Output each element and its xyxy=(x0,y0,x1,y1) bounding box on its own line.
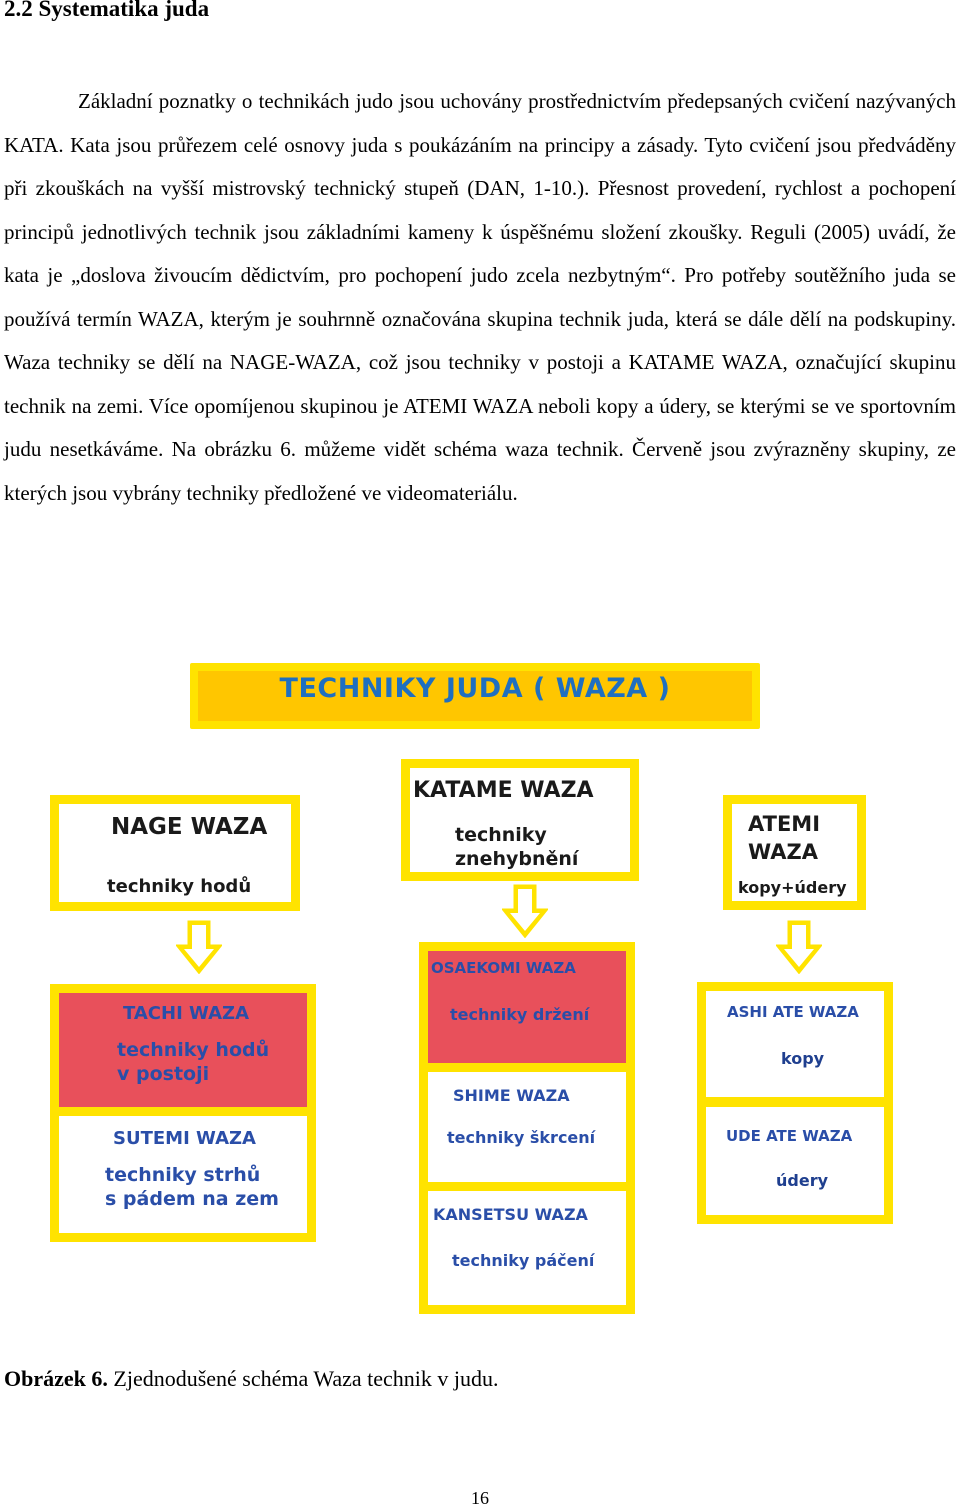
figure-caption-text: Zjednodušené schéma Waza technik v judu. xyxy=(107,1366,499,1391)
kansetsu-waza-cell xyxy=(428,1191,626,1305)
nage-waza-title: NAGE WAZA xyxy=(111,814,268,840)
nage-waza-sub: techniky hodů xyxy=(107,876,252,897)
ashi-ate-waza-sub: kopy xyxy=(781,1049,825,1068)
katame-waza-sub2: znehybnění xyxy=(455,848,579,870)
atemi-waza-group xyxy=(697,982,893,1224)
katame-waza-sub1: techniky xyxy=(455,824,547,846)
nage-waza-box xyxy=(50,795,300,911)
katame-waza-box xyxy=(401,759,639,881)
diagram-title-banner xyxy=(190,663,760,729)
ude-ate-waza-sub: údery xyxy=(776,1171,829,1190)
osaekomi-waza-sub: techniky držení xyxy=(450,1005,590,1024)
osaekomi-waza-title: OSAEKOMI WAZA xyxy=(431,959,576,977)
ude-ate-waza-cell xyxy=(706,1107,884,1215)
tachi-waza-sub2: v postoji xyxy=(117,1063,210,1085)
kansetsu-waza-sub: techniky páčení xyxy=(452,1251,595,1270)
tachi-waza-sub1: techniky hodů xyxy=(117,1039,270,1061)
arrow-down-icon xyxy=(502,884,548,938)
sutemi-waza-title: SUTEMI WAZA xyxy=(113,1128,256,1149)
katame-waza-group xyxy=(419,942,635,1314)
ashi-ate-waza-cell xyxy=(706,991,884,1097)
sutemi-waza-sub2: s pádem na zem xyxy=(105,1188,279,1210)
sutemi-waza-sub1: techniky strhů xyxy=(105,1164,261,1186)
ashi-ate-waza-title: ASHI ATE WAZA xyxy=(727,1003,859,1021)
shime-waza-cell xyxy=(428,1072,626,1182)
atemi-waza-title2: WAZA xyxy=(748,840,818,864)
tachi-waza-title: TACHI WAZA xyxy=(123,1003,250,1024)
shime-waza-title: SHIME WAZA xyxy=(453,1086,570,1105)
section-heading: 2.2 Systematika juda xyxy=(4,0,210,21)
osaekomi-waza-cell xyxy=(428,951,626,1063)
ude-ate-waza-title: UDE ATE WAZA xyxy=(726,1127,853,1145)
figure-caption-label: Obrázek 6. xyxy=(4,1366,108,1391)
page-number: 16 xyxy=(471,1488,489,1508)
nage-waza-group xyxy=(50,984,316,1242)
tachi-waza-cell xyxy=(59,993,307,1107)
diagram-title: TECHNIKY JUDA ( WAZA ) xyxy=(279,673,671,704)
sutemi-waza-cell xyxy=(59,1116,307,1233)
kansetsu-waza-title: KANSETSU WAZA xyxy=(433,1205,588,1224)
atemi-waza-box xyxy=(723,795,866,910)
atemi-waza-title1: ATEMI xyxy=(748,812,821,836)
figure-caption xyxy=(4,1366,499,1392)
arrow-down-icon xyxy=(776,920,822,974)
body-paragraph-text: Základní poznatky o technikách judo jsou uchovány prostřednictvím předepsaných cvičení nazývaných KATA. Kata jsou průřezem celé osnovy juda s poukázáním na principy a zásady. Tyto cvičení jsou předváděny při zkouškách na vyšší mistrovský technický stupeň (DAN, 1-10.). Přesnost provedení, rychlost a pochopení principů jednotlivých technik jsou základními kameny k úspěšnému složení zkoušky. Reguli (2005) uvádí, že kata je „doslova živoucím dědictvím, pro pochopení judo zcela nezbytným“. Pro potřeby soutěžního juda se používá termín WAZA, kterým je souhrnně označována skupina technik juda, která se dále dělí na podskupiny. Waza techniky se dělí na NAGE-WAZA, což jsou techniky v postoji a KATAME WAZA, označující skupinu technik na zemi. Více opomíjenou skupinou je ATEMI WAZA neboli kopy a údery, se kterými se ve sportovním judu nesetkáváme. Na obrázku 6. můžeme vidět schéma waza technik. Červeně jsou zvýrazněny skupiny, ze kterých jsou vybrány techniky předložené ve videomateriálu. xyxy=(4,89,956,505)
katame-waza-title: KATAME WAZA xyxy=(413,778,594,803)
arrow-down-icon xyxy=(176,920,222,974)
atemi-waza-sub: kopy+údery xyxy=(738,878,847,897)
shime-waza-sub: techniky škrcení xyxy=(447,1128,596,1147)
